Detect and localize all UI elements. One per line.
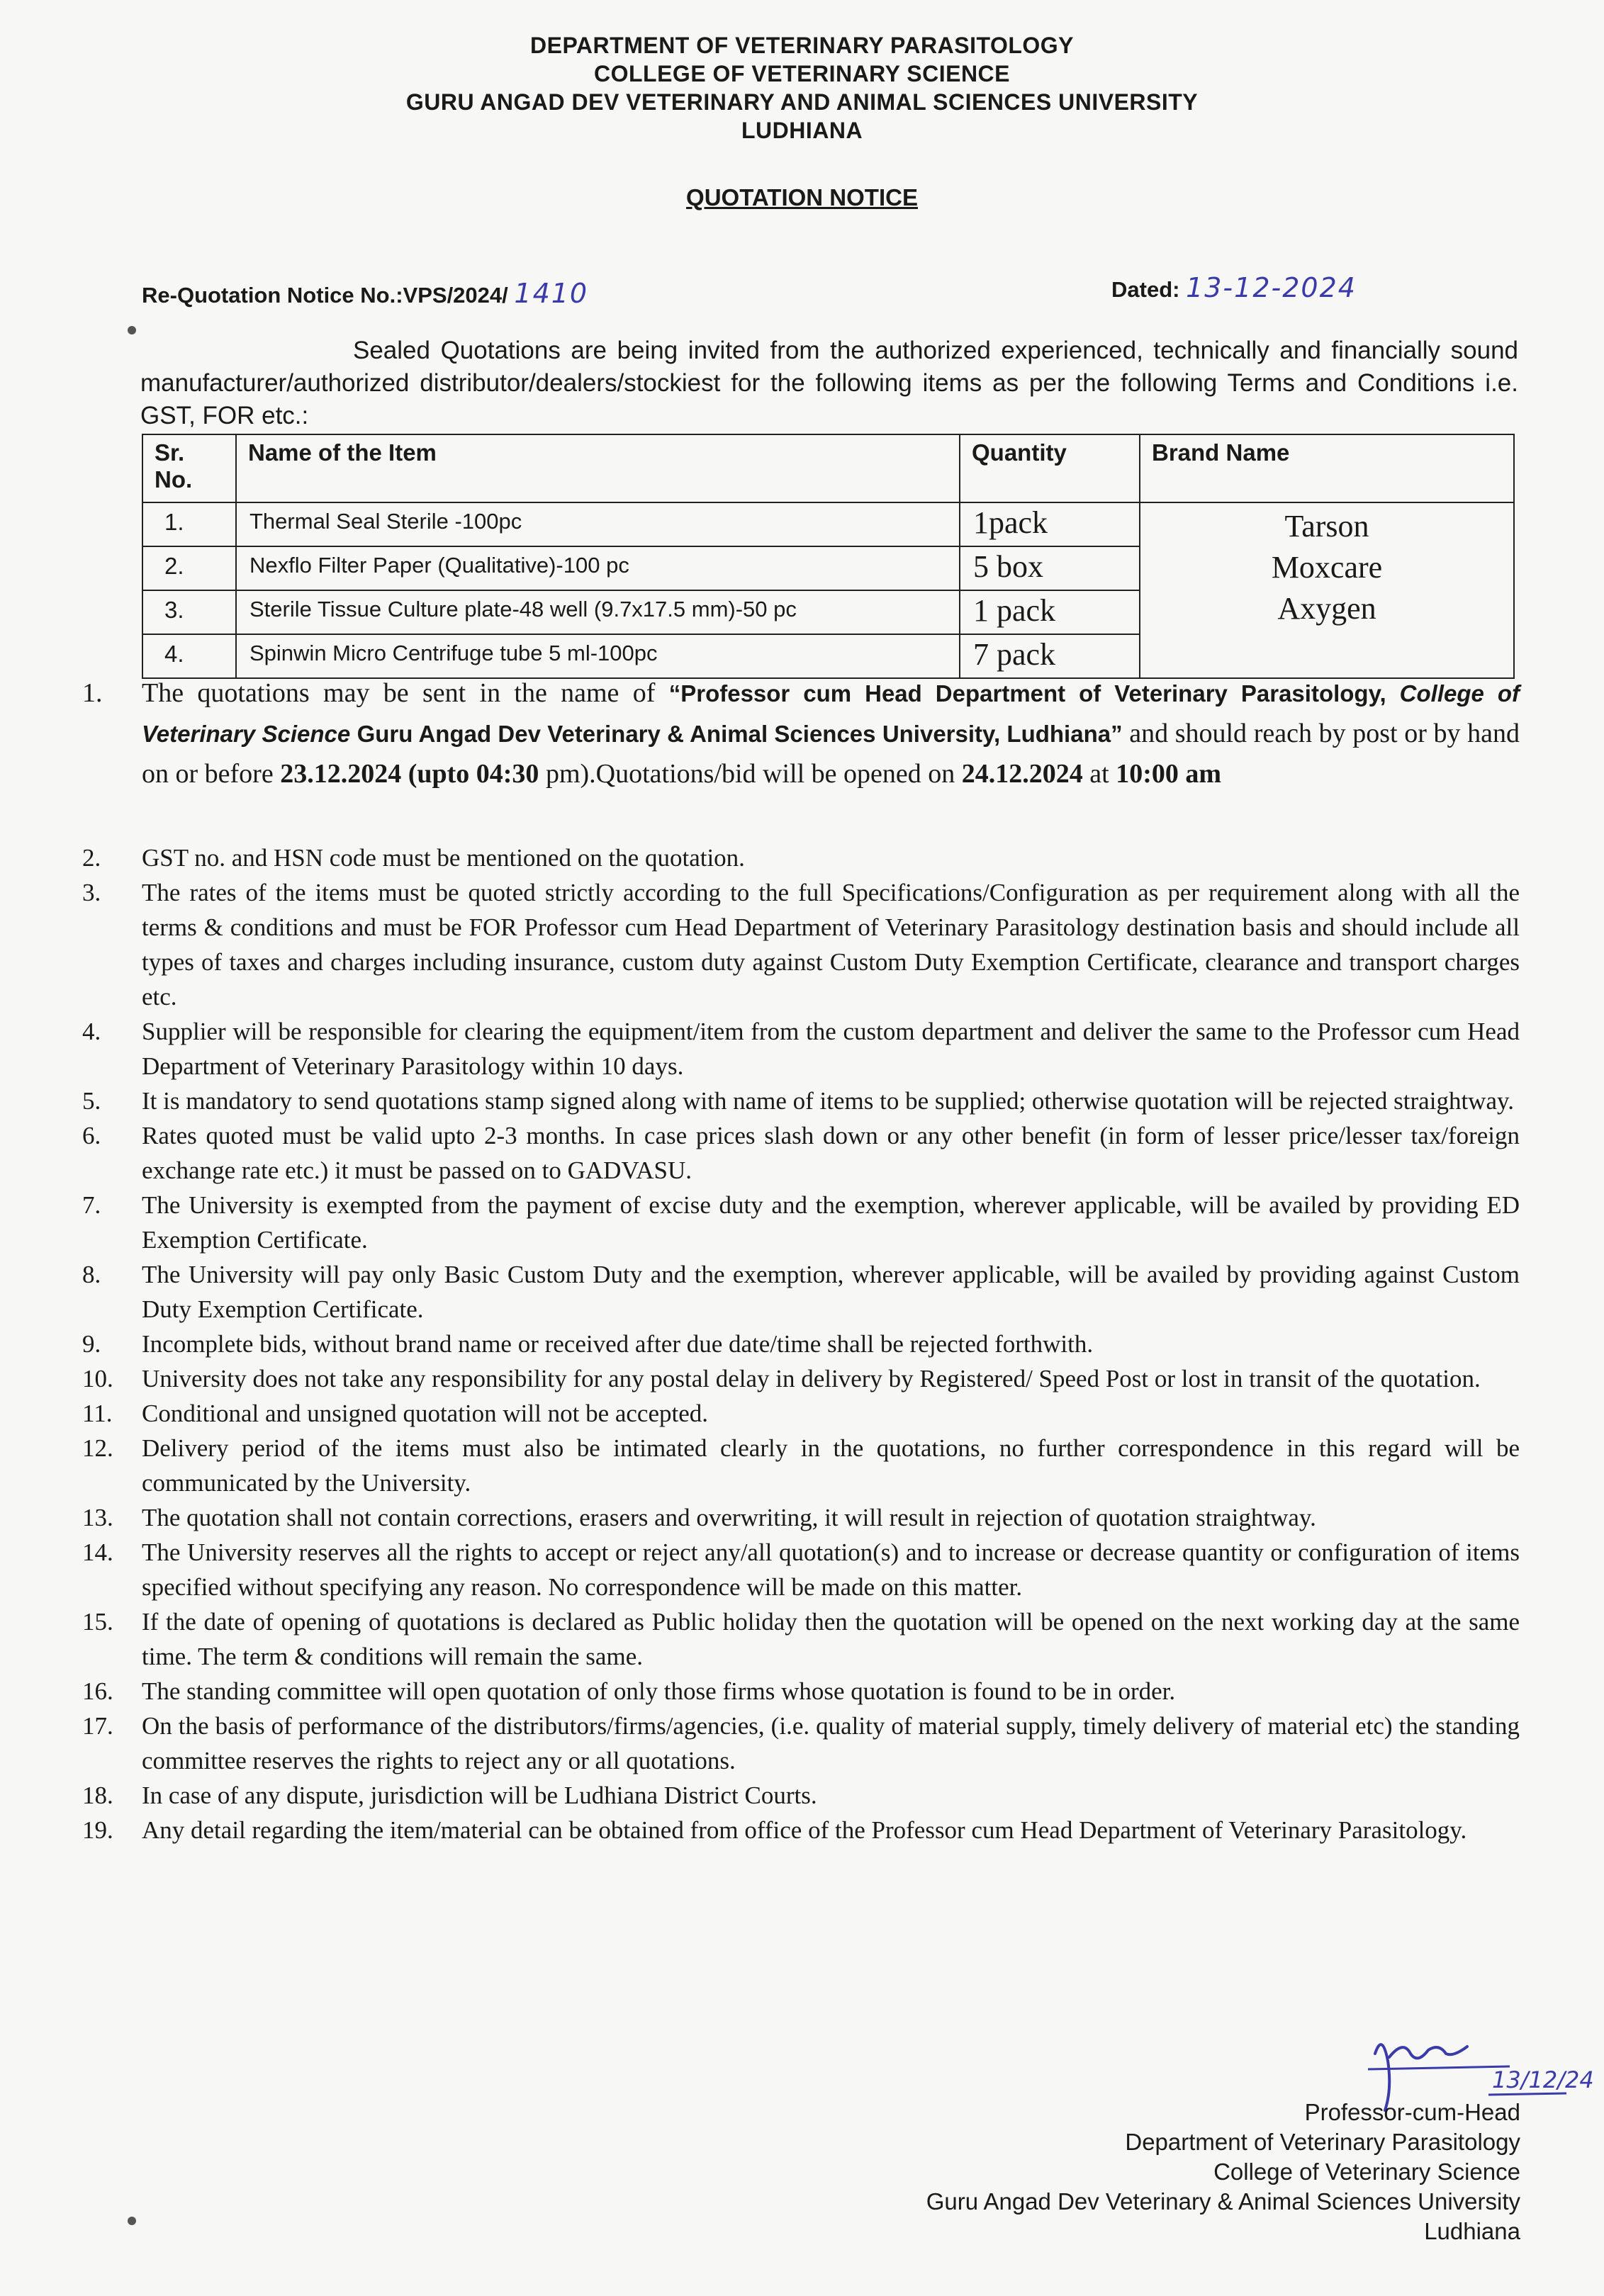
- scan-punch-mark: [128, 326, 136, 334]
- due-date: 23.12.2024 (upto 04:30: [280, 759, 539, 789]
- term-text: Rates quoted must be valid upto 2-3 months. In case prices slash down or any other benefit (in form of lesser price/lesser tax/foreign exchange rate etc.) it must be passed on to GADVASU.: [142, 1122, 1520, 1184]
- notice-title: [0, 184, 1604, 211]
- term-number: 13.: [82, 1504, 113, 1531]
- table-header-row: [142, 434, 1514, 502]
- term-text: Any detail regarding the item/material can be obtained from office of the Professor cum Head Department of Veterinary Parasitology.: [142, 1816, 1467, 1844]
- term-number: 9.: [82, 1330, 101, 1358]
- notice-title-text: QUOTATION NOTICE: [686, 184, 918, 210]
- term-number: 11.: [82, 1400, 113, 1427]
- term-number: 10.: [82, 1365, 113, 1392]
- term-number: 1.: [82, 678, 103, 708]
- notice-number-line: [142, 278, 588, 309]
- term-item: [68, 1431, 1520, 1500]
- term-number: 4.: [82, 1018, 101, 1045]
- table-row: [142, 502, 1514, 546]
- signatory-university: Guru Angad Dev Veterinary & Animal Sciences University: [926, 2188, 1520, 2215]
- date-label: Dated:: [1111, 277, 1180, 302]
- term-number: 15.: [82, 1608, 113, 1636]
- row-sr: 3.: [142, 590, 236, 634]
- term-item: [68, 1396, 1520, 1431]
- term-item: [68, 1014, 1520, 1084]
- addressee-name: “Professor cum Head Department of Veterinary Parasitology,: [668, 680, 1400, 707]
- header-brand-name: Brand Name: [1140, 434, 1514, 502]
- term1-part: and should reach by post or by hand on or before: [142, 719, 1520, 789]
- term-text: GST no. and HSN code must be mentioned on the quotation.: [142, 844, 745, 872]
- row-item: Spinwin Micro Centrifuge tube 5 ml-100pc: [236, 634, 960, 678]
- term-text: The University is exempted from the payment of excise duty and the exemption, wherever applicable, will be availed by providing ED Exemption Certificate.: [142, 1191, 1520, 1254]
- opening-time: 10:00 am: [1116, 759, 1221, 789]
- term-text: On the basis of performance of the distributors/firms/agencies, (i.e. quality of material supply, timely delivery of material etc) the standing committee reserves the rights to reject any or all quotations.: [142, 1712, 1520, 1774]
- row-sr: 4.: [142, 634, 236, 678]
- term-text: The University reserves all the rights to accept or reject any/all quotation(s) and to increase or decrease quantity or configuration of items specified without specifying any reason. No correspondence will be made on this matter.: [142, 1538, 1520, 1601]
- term-item: [68, 1118, 1520, 1188]
- header-quantity: Quantity: [960, 434, 1140, 502]
- term-number: 8.: [82, 1261, 101, 1288]
- term-item: [68, 1535, 1520, 1604]
- signatory-title: Professor-cum-Head: [1304, 2099, 1520, 2125]
- term-number: 19.: [82, 1816, 113, 1844]
- notice-date-line: [1111, 272, 1357, 303]
- letterhead: [0, 31, 1604, 145]
- term-item: [68, 1709, 1520, 1778]
- term-text: University does not take any responsibility for any postal delay in delivery by Registered/ Speed Post or lost in transit of the quotation.: [142, 1365, 1481, 1392]
- term-number: 2.: [82, 844, 101, 872]
- intro-paragraph: [140, 334, 1518, 432]
- term-item: [68, 1084, 1520, 1118]
- term1-part: pm).Quotations/bid will be opened on: [539, 759, 962, 789]
- department-name: DEPARTMENT OF VETERINARY PARASITOLOGY: [530, 33, 1074, 58]
- handwritten-date: 13-12-2024: [1186, 272, 1357, 303]
- term-number: 3.: [82, 879, 101, 906]
- row-quantity: 5 box: [960, 546, 1140, 590]
- term-text: Incomplete bids, without brand name or received after due date/time shall be rejected forthwith.: [142, 1330, 1094, 1358]
- term-text: The rates of the items must be quoted strictly according to the full Specifications/Configuration as per requirement along with all the terms & conditions and must be FOR Professor cum Head Department of Veterinary Parasitology destination basis and should include all types of taxes and charges including insurance, custom duty against Custom Duty Exemption Certificate, clearance and transport charges etc.: [142, 879, 1520, 1011]
- term-number: 6.: [82, 1122, 101, 1149]
- brand-name: Axygen: [1277, 591, 1376, 626]
- row-item: Nexflo Filter Paper (Qualitative)-100 pc: [236, 546, 960, 590]
- city-name: LUDHIANA: [741, 118, 863, 143]
- term-text: The standing committee will open quotation of only those firms whose quotation is found to be in order.: [142, 1677, 1176, 1705]
- signatory-college: College of Veterinary Science: [1213, 2159, 1520, 2185]
- term-item: [68, 875, 1520, 1014]
- intro-text: Sealed Quotations are being invited from the authorized experienced, technically and financially sound manufacturer/authorized distributor/dealers/stockiest for the following items as per the following Terms and Conditions i.e. GST, FOR etc.:: [140, 337, 1518, 429]
- header-item-name: Name of the Item: [236, 434, 960, 502]
- term-number: 5.: [82, 1087, 101, 1115]
- items-table: [142, 434, 1515, 679]
- term-item: [68, 1604, 1520, 1674]
- scan-punch-mark: [128, 2217, 136, 2225]
- term-item: [68, 1327, 1520, 1361]
- terms-list: [68, 840, 1520, 1847]
- university-name: GURU ANGAD DEV VETERINARY AND ANIMAL SCIENCES UNIVERSITY: [405, 89, 1199, 115]
- term-item: [68, 1361, 1520, 1396]
- term-item: [68, 1778, 1520, 1813]
- term-item: [68, 1813, 1520, 1847]
- term-text: It is mandatory to send quotations stamp signed along with name of items to be supplied; otherwise quotation will be rejected straightway.: [142, 1087, 1514, 1115]
- term1-part: at: [1082, 759, 1116, 789]
- term-text: Conditional and unsigned quotation will not be accepted.: [142, 1400, 709, 1427]
- term-item: [68, 1500, 1520, 1535]
- term-text: The quotation shall not contain corrections, erasers and overwriting, it will result in rejection of quotation straightway.: [142, 1504, 1316, 1531]
- addressee-college: College of Veterinary Science: [142, 680, 1520, 747]
- term-number: 14.: [82, 1538, 113, 1566]
- term-number: 18.: [82, 1782, 113, 1809]
- term-item: [68, 1674, 1520, 1709]
- term-text: The University will pay only Basic Custom Duty and the exemption, wherever applicable, will be availed by providing against Custom Duty Exemption Certificate.: [142, 1261, 1520, 1323]
- term-item: [68, 1257, 1520, 1327]
- term-text: If the date of opening of quotations is declared as Public holiday then the quotation will be opened on the next working day at the same time. The term & conditions will remain the same.: [142, 1608, 1520, 1670]
- term-number: 12.: [82, 1434, 113, 1462]
- row-sr: 2.: [142, 546, 236, 590]
- handwritten-notice-number: 1410: [514, 278, 589, 309]
- row-item: Sterile Tissue Culture plate-48 well (9.7x17.5 mm)-50 pc: [236, 590, 960, 634]
- term-number: 7.: [82, 1191, 101, 1219]
- term-item: [68, 1188, 1520, 1257]
- terms-and-conditions: [68, 673, 1520, 1847]
- term-text: Supplier will be responsible for clearing the equipment/item from the custom department and deliver the same to the Professor cum Head Department of Veterinary Parasitology within 10 days.: [142, 1018, 1520, 1080]
- header-sr-no: Sr. No.: [142, 434, 236, 502]
- brand-name: Tarson: [1284, 509, 1369, 544]
- brand-name: Moxcare: [1271, 550, 1383, 585]
- term-item: [68, 673, 1520, 794]
- addressee-university: Guru Angad Dev Veterinary & Animal Sciences University, Ludhiana”: [350, 721, 1123, 747]
- row-quantity: 1 pack: [960, 590, 1140, 634]
- opening-date: 24.12.2024: [961, 759, 1083, 789]
- row-item: Thermal Seal Sterile -100pc: [236, 502, 960, 546]
- signatory-department: Department of Veterinary Parasitology: [1125, 2129, 1520, 2155]
- term-text: In case of any dispute, jurisdiction will be Ludhiana District Courts.: [142, 1782, 817, 1809]
- term1-part: The quotations may be sent in the name of: [142, 678, 669, 708]
- row-quantity: 1pack: [960, 502, 1140, 546]
- signatory-block: [926, 2098, 1520, 2246]
- brand-names-cell: [1140, 502, 1514, 678]
- term-number: 17.: [82, 1712, 113, 1740]
- term-text: [142, 673, 1520, 794]
- college-name: COLLEGE OF VETERINARY SCIENCE: [593, 61, 1010, 86]
- notice-number-label: Re-Quotation Notice No.:VPS/2024/: [142, 283, 508, 308]
- row-quantity: 7 pack: [960, 634, 1140, 678]
- row-sr: 1.: [142, 502, 236, 546]
- term-text: Delivery period of the items must also be intimated clearly in the quotations, no further correspondence in this regard will be communicated by the University.: [142, 1434, 1520, 1497]
- term-item: [68, 840, 1520, 875]
- signature-date: 13/12/24: [1492, 2066, 1594, 2093]
- term-number: 16.: [82, 1677, 113, 1705]
- signatory-city: Ludhiana: [1424, 2218, 1520, 2244]
